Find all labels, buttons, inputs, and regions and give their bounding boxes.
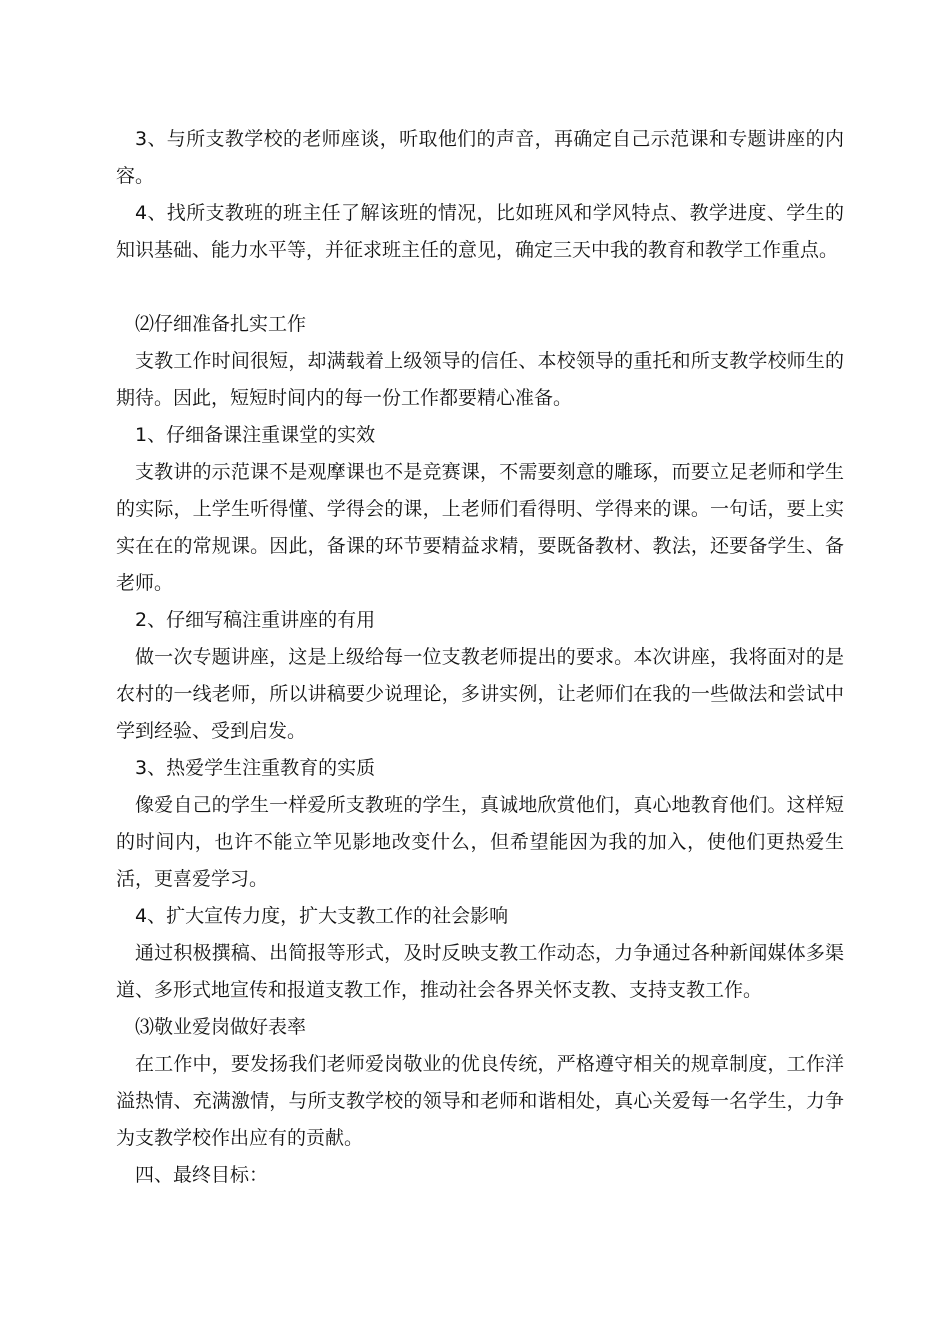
paragraph: 4、找所支教班的班主任了解该班的情况，比如班风和学风特点、教学进度、学生的知识基础、能力水平等，并征求班主任的意见，确定三天中我的教育和教学工作重点。: [116, 202, 844, 261]
paragraph: 做一次专题讲座，这是上级给每一位支教老师提出的要求。本次讲座，我将面对的是农村的一线老师，所以讲稿要少说理论，多讲实例，让老师们在我的一些做法和尝试中学到经验、受到启发。: [116, 646, 844, 742]
paragraph: 通过积极撰稿、出简报等形式，及时反映支教工作动态，力争通过各种新闻媒体多渠道、多形式地宣传和报道支教工作，推动社会各界关怀支教、支持支教工作。: [116, 942, 844, 1001]
section-heading: ⑶敬业爱岗做好表率: [135, 1016, 307, 1038]
section-heading: 2、仔细写稿注重讲座的有用: [135, 609, 376, 631]
paragraph: 3、与所支教学校的老师座谈，听取他们的声音，再确定自己示范课和专题讲座的内容。: [116, 128, 844, 187]
paragraph: 支教工作时间很短，却满载着上级领导的信任、本校领导的重托和所支教学校师生的期待。因此，短短时间内的每一份工作都要精心准备。: [116, 350, 844, 409]
section-heading: 四、最终目标：: [135, 1164, 269, 1186]
document-section-preparation: [116, 121, 844, 269]
paragraph: 在工作中，要发扬我们老师爱岗敬业的优良传统，严格遵守相关的规章制度，工作洋溢热情、充满激情，与所支教学校的领导和老师和谐相处，真心关爱每一名学生，力争为支教学校作出应有的贡献。: [116, 1053, 844, 1149]
section-heading: 1、仔细备课注重课堂的实效: [135, 424, 376, 446]
section-heading: ⑵仔细准备扎实工作: [135, 313, 307, 335]
section-heading: 4、扩大宣传力度，扩大支教工作的社会影响: [135, 905, 509, 927]
document-section-work: [116, 306, 844, 1194]
section-heading: 3、热爱学生注重教育的实质: [135, 757, 376, 779]
paragraph: 支教讲的示范课不是观摩课也不是竞赛课，不需要刻意的雕琢，而要立足老师和学生的实际，上学生听得懂、学得会的课，上老师们看得明、学得来的课。一句话，要上实实在在的常规课。因此，备课的环节要精益求精，要既备教材、教法，还要备学生、备老师。: [116, 461, 844, 594]
paragraph: 像爱自己的学生一样爱所支教班的学生，真诚地欣赏他们，真心地教育他们。这样短的时间内，也许不能立竿见影地改变什么，但希望能因为我的加入，使他们更热爱生活，更喜爱学习。: [116, 794, 844, 890]
